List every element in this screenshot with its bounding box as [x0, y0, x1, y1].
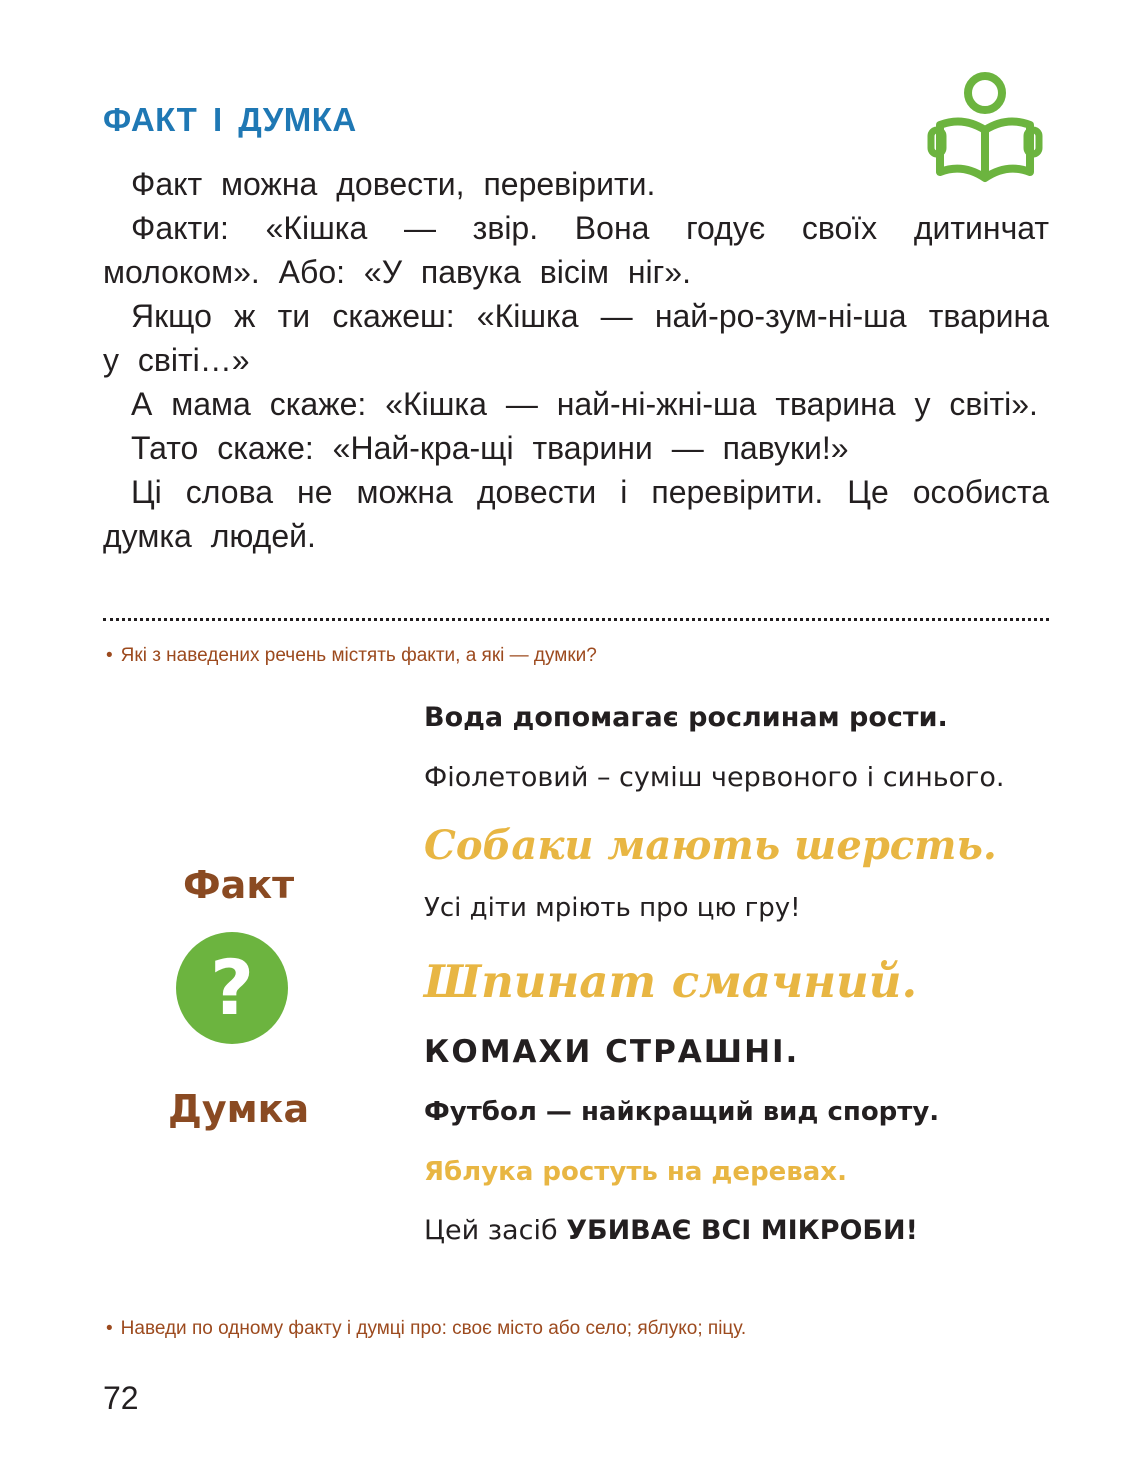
paragraph: Факт можна довести, перевірити.: [131, 166, 656, 202]
statement-3: Собаки мають шерсть.: [424, 822, 997, 869]
paragraph: Ці слова не можна довести і перевірити. Це особиста думка людей.: [103, 474, 1049, 554]
opinion-label: Думка: [168, 1087, 310, 1131]
statement-9: [424, 1215, 918, 1246]
statement-4: Усі діти мріють про цю гру!: [424, 893, 801, 923]
paragraph: А мама скаже: «Кішка — най-ні-жні-ша тварина у світі».: [131, 386, 1038, 422]
statement-6: КОМАХИ СТРАШНІ.: [424, 1034, 800, 1070]
statement-7: Футбол — найкращий вид спорту.: [424, 1097, 940, 1127]
bullet: •: [106, 1318, 113, 1339]
question-mark-icon: ?: [176, 932, 288, 1044]
paragraph: Факти: «Кішка — звір. Вона годує своїх дитинчат молоком». Або: «У павука вісім ніг».: [103, 210, 1049, 290]
question-2: [106, 1318, 746, 1340]
bullet: •: [106, 645, 113, 666]
paragraph: Якщо ж ти скажеш: «Кішка — най-ро-зум-ні-ша тварина у світі…»: [103, 298, 1049, 378]
page-title: ФАКТ І ДУМКА: [103, 101, 357, 138]
paragraph: Тато скаже: «Най-кра-щі тварини — павуки!»: [131, 430, 849, 466]
question-1-text: Які з наведених речень містять факти, а які — думки?: [120, 645, 597, 666]
dotted-divider: [103, 618, 1049, 621]
page-number: 72: [103, 1380, 139, 1416]
body-text: [103, 162, 1049, 558]
statement-2: Фіолетовий – суміш червоного і синього.: [424, 762, 1005, 793]
question-2-text: Наведи по одному факту і думці про: своє місто або село; яблуко; піцу.: [120, 1318, 747, 1339]
statement-9-bold: УБИВАЄ ВСІ МІКРОБИ!: [566, 1215, 918, 1246]
statement-5: Шпинат смачний.: [424, 955, 918, 1008]
question-1: [106, 645, 597, 667]
fact-label: Факт: [183, 863, 295, 907]
statement-9-prefix: Цей засіб: [424, 1215, 567, 1246]
statement-1: Вода допомагає рослинам рости.: [424, 702, 948, 733]
statement-8: Яблука ростуть на деревах.: [424, 1157, 847, 1187]
